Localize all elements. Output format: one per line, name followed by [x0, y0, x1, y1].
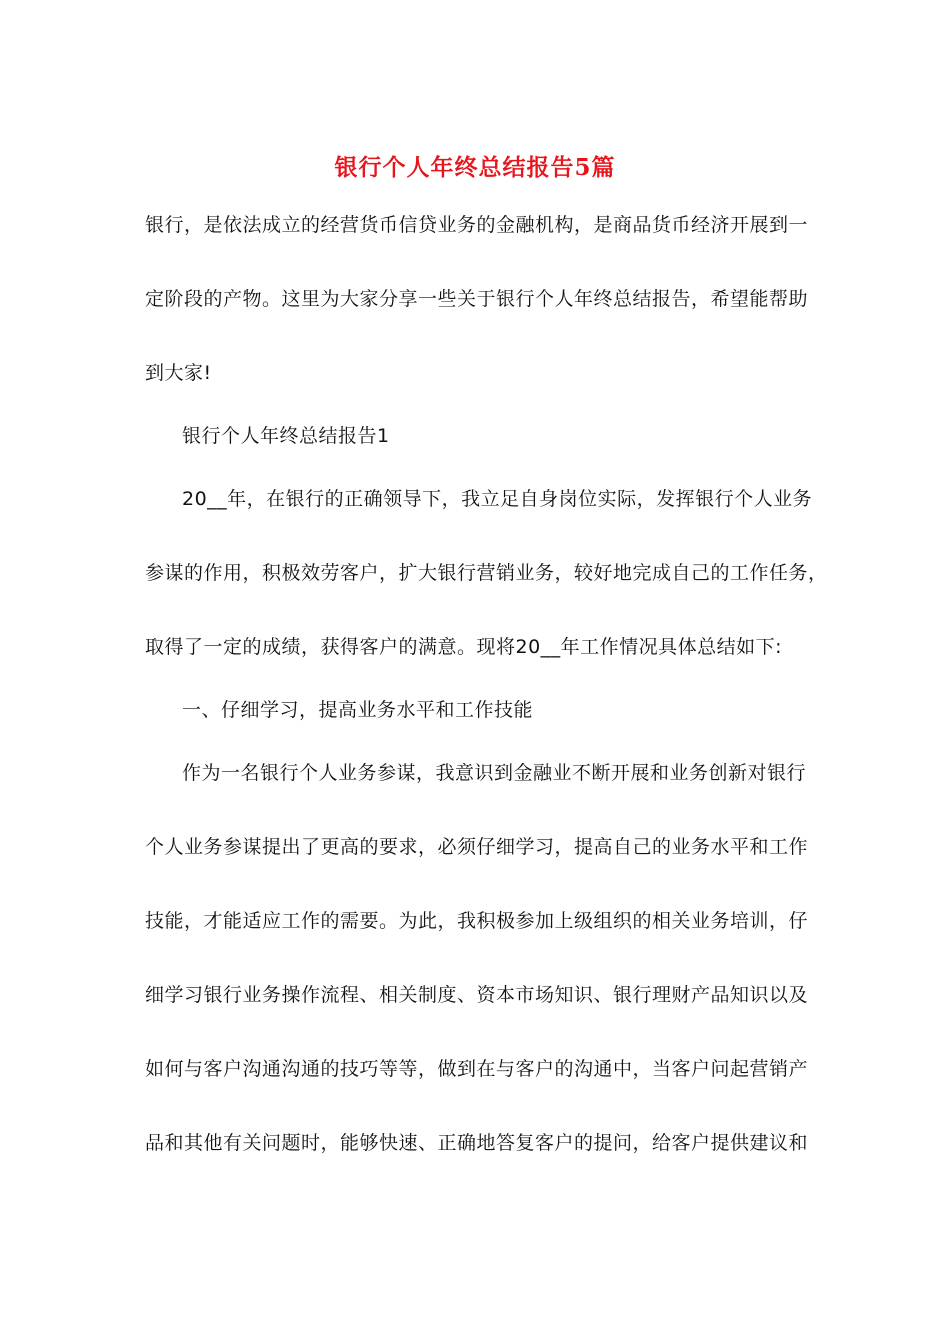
paragraph-line: 到大家! [145, 362, 212, 384]
paragraph-line: 如何与客户沟通沟通的技巧等等，做到在与客户的沟通中，当客户问起营销产 [145, 1058, 809, 1080]
paragraph-line: 技能，才能适应工作的需要。为此，我积极参加上级组织的相关业务培训，仔 [145, 910, 809, 932]
paragraph-line: 定阶段的产物。这里为大家分享一些关于银行个人年终总结报告，希望能帮助 [145, 288, 809, 310]
paragraph-line: 银行，是依法成立的经营货币信贷业务的金融机构，是商品货币经济开展到一 [145, 214, 809, 236]
paragraph-line: 参谋的作用，积极效劳客户，扩大银行营销业务，较好地完成自己的工作任务， [145, 562, 828, 584]
section-heading: 银行个人年终总结报告1 [182, 425, 390, 447]
paragraph-line: 20__年，在银行的正确领导下，我立足自身岗位实际，发挥银行个人业务 [182, 488, 813, 510]
paragraph-line: 品和其他有关问题时，能够快速、正确地答复客户的提问，给客户提供建议和 [145, 1132, 809, 1154]
subsection-heading: 一、仔细学习，提高业务水平和工作技能 [182, 699, 534, 721]
paragraph-line: 作为一名银行个人业务参谋，我意识到金融业不断开展和业务创新对银行 [182, 762, 807, 784]
document-title: 银行个人年终总结报告5篇 [334, 154, 616, 181]
paragraph-line: 个人业务参谋提出了更高的要求，必须仔细学习，提高自己的业务水平和工作 [145, 836, 809, 858]
paragraph-line: 取得了一定的成绩，获得客户的满意。现将20__年工作情况具体总结如下: [145, 636, 783, 658]
paragraph-line: 细学习银行业务操作流程、相关制度、资本市场知识、银行理财产品知识以及 [145, 984, 809, 1006]
